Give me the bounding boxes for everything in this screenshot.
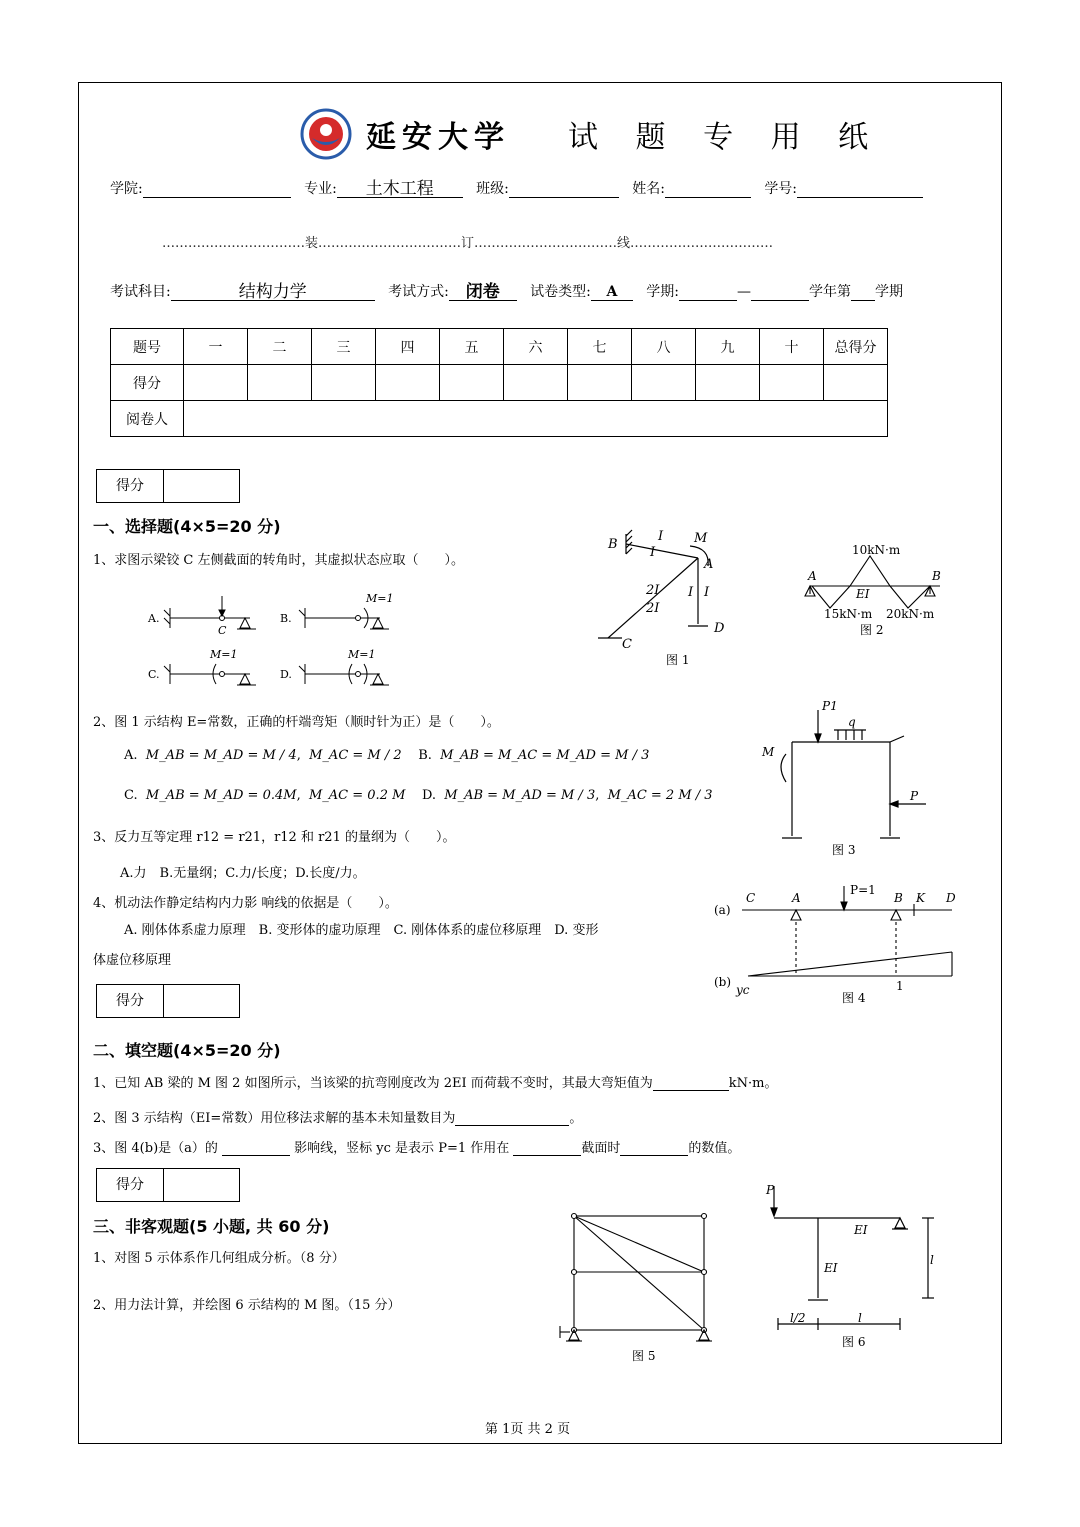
paper-title: 试 题 专 用 纸	[568, 120, 883, 155]
fig1-label-2i: 2I	[646, 583, 660, 598]
fig1-caption: 图 1	[666, 653, 690, 667]
table-cell: 五	[440, 329, 504, 365]
q2-option-a-label: A.	[124, 748, 138, 763]
s2-q3-text-b: 影响线，竖标 yc 是表示 P=1 作用在	[294, 1141, 510, 1156]
name-label: 姓名:	[632, 181, 665, 197]
q1-m1-label: M=1	[348, 648, 376, 661]
score-cell[interactable]	[184, 365, 248, 401]
fig4-label-yc: yc	[736, 983, 750, 997]
class-label: 班级:	[476, 181, 509, 197]
q2-option-d-expr1: M_AB = M_AD = M / 3	[444, 788, 596, 803]
section3-title: 三、非客观题(5 小题, 共 60 分)	[93, 1217, 330, 1236]
score-row-label: 得分	[111, 365, 184, 401]
s3-question-2: 2、用力法计算，并绘图 6 示结构的 M 图。（15 分）	[93, 1298, 401, 1313]
score-cell[interactable]	[440, 365, 504, 401]
figure-3	[756, 696, 932, 860]
s2-q3-text-d: 的数值。	[688, 1141, 741, 1156]
q3-options: A.力 B.无量纲；C.力/长度；D.长度/力。	[120, 866, 366, 881]
major-label: 专业:	[304, 181, 337, 197]
fig2-label-b: B	[932, 569, 941, 583]
score-table	[110, 328, 888, 437]
fig1-label-i: I	[704, 585, 710, 600]
q4-options-line2: 体虚位移原理	[93, 953, 172, 968]
paper-type-label: 试卷类型:	[530, 284, 591, 300]
fig1-label-b: B	[608, 537, 618, 552]
q1-m1-label: M=1	[366, 592, 394, 605]
fig6-label-half: l/2	[790, 1311, 806, 1325]
fig4-caption: 图 4	[842, 991, 866, 1005]
fig4-label-p1: P=1	[850, 883, 876, 897]
s2-q2-text: 2、图 3 示结构（EI=常数）用位移法求解的基本未知量数目为	[93, 1111, 456, 1126]
paper-type-field[interactable]: A	[591, 284, 633, 301]
term-label: 学期:	[646, 284, 679, 300]
table-cell: 二	[248, 329, 312, 365]
s1-question-2: 2、图 1 示结构 E=常数，正确的杆端弯矩（顺时针为正）是（ ）。	[93, 715, 500, 730]
fig6-label-ei-column: EI	[824, 1261, 838, 1275]
fig3-label-p: P	[910, 789, 919, 803]
q1-option-c-label: C.	[148, 668, 160, 681]
score-box-label: 得分	[97, 470, 164, 502]
fig4-label-a: A	[792, 891, 801, 905]
score-cell[interactable]	[824, 365, 888, 401]
score-cell[interactable]	[632, 365, 696, 401]
fig1-label-i: I	[658, 529, 664, 544]
page-footer: 第 1页 共 2 页	[485, 1422, 571, 1437]
grader-cell[interactable]	[184, 401, 888, 437]
exam-info-line	[110, 281, 903, 301]
fig6-label-height: l	[930, 1253, 934, 1267]
year-start-field[interactable]	[679, 284, 737, 301]
table-cell: 四	[376, 329, 440, 365]
s2-q3-text-a: 3、图 4(b)是（a）的	[93, 1141, 218, 1156]
q1-option-d-label: D.	[280, 668, 292, 681]
q2-option-a-expr1: M_AB = M_AD = M / 4	[145, 748, 297, 763]
term-suffix: 学期	[874, 284, 903, 300]
figure-6	[762, 1180, 942, 1350]
score-table-header-row	[111, 329, 888, 365]
section1-score-box[interactable]	[96, 469, 240, 503]
fig4-label-one: 1	[896, 979, 904, 993]
q2-option-c-label: C.	[124, 788, 138, 803]
table-cell: 七	[568, 329, 632, 365]
score-cell[interactable]	[312, 365, 376, 401]
term-dash: —	[736, 284, 751, 300]
student-id-label: 学号:	[764, 181, 798, 197]
figure-4	[712, 878, 962, 1008]
exam-subject-label: 考试科目:	[110, 284, 171, 300]
table-cell: 十	[760, 329, 824, 365]
s2-question-1	[93, 1072, 777, 1091]
student-id-field[interactable]	[797, 181, 923, 198]
fig2-label-20: 20kN·m	[886, 607, 935, 621]
s2-q1-blank[interactable]	[653, 1074, 729, 1091]
fig1-label-a: A	[704, 557, 714, 572]
q2-option-c-expr1: M_AB = M_AD = 0.4M	[145, 788, 297, 803]
fig4-label-k: K	[916, 891, 925, 905]
fig3-label-p1: P1	[822, 699, 838, 713]
q1-c-label: C	[218, 624, 227, 637]
score-cell[interactable]	[248, 365, 312, 401]
score-box-label: 得分	[97, 985, 164, 1017]
section3-score-box[interactable]	[96, 1168, 240, 1202]
fig1-label-i: I	[650, 545, 656, 560]
binding-line: ……………………………装……………………………订……………………………线……………………………	[162, 236, 773, 251]
s2-q2-end: 。	[569, 1111, 583, 1126]
q2-option-b-expr: M_AB = M_AC = M_AD = M / 3	[440, 748, 650, 763]
fig3-label-q: q	[848, 715, 856, 729]
q2-option-a-expr2: M_AC = M / 2	[309, 748, 402, 763]
fig2-label-moment: 10kN·m	[852, 543, 901, 557]
table-cell: 六	[504, 329, 568, 365]
figure-1	[590, 526, 750, 672]
score-cell[interactable]	[376, 365, 440, 401]
class-field[interactable]	[509, 181, 619, 198]
q1-m1-label: M=1	[210, 648, 238, 661]
s2-q3-blank-2[interactable]	[513, 1139, 581, 1156]
section1-title: 一、选择题(4×5=20 分)	[93, 517, 281, 536]
year-label: 学年第	[808, 284, 851, 300]
table-cell: 三	[312, 329, 376, 365]
score-cell[interactable]	[568, 365, 632, 401]
fig2-caption: 图 2	[860, 623, 884, 637]
fig4-label-b: B	[894, 891, 903, 905]
grader-row	[111, 401, 888, 437]
q1-options-figure	[140, 588, 410, 700]
info-line	[110, 178, 923, 198]
exam-mode-label: 考试方式:	[388, 284, 449, 300]
s2-question-2	[93, 1107, 582, 1126]
s2-q1-text: 1、已知 AB 梁的 M 图 2 如图所示，当该梁的抗弯刚度改为 2EI 而荷载不变时，其最大弯矩值为	[93, 1076, 653, 1091]
fig4-label-b-part: (b)	[714, 975, 732, 989]
fig6-label-ei-beam: EI	[854, 1223, 868, 1237]
section2-score-box[interactable]	[96, 984, 240, 1018]
fig1-label-i: I	[688, 585, 694, 600]
fig4-label-d: D	[946, 891, 956, 905]
figure-5	[552, 1206, 722, 1368]
s2-q3-text-c: 截面时	[581, 1141, 621, 1156]
fig3-label-m: M	[762, 745, 775, 759]
q2-option-b-label: B.	[418, 748, 432, 763]
q4-options-line1: A. 刚体体系虚力原理 B. 变形体的虚功原理 C. 刚体体系的虚位移原理 D. 变形	[124, 923, 599, 938]
fig3-caption: 图 3	[832, 843, 856, 857]
table-cell: 题号	[111, 329, 184, 365]
s1-question-4: 4、机动法作静定结构内力影 响线的依据是（ ）。	[93, 896, 398, 911]
fig6-label-p: P	[766, 1183, 775, 1197]
university-name: 延安大学	[366, 120, 510, 155]
q2-option-d-expr2: M_AC = 2 M / 3	[607, 788, 713, 803]
s1-question-3: 3、反力互等定理 r12 = r21，r12 和 r21 的量纲为（ ）。	[93, 830, 456, 845]
fig1-label-d: D	[714, 621, 725, 636]
score-cell[interactable]	[696, 365, 760, 401]
s2-q3-blank-1[interactable]	[222, 1139, 290, 1156]
term-number-field[interactable]	[851, 284, 875, 301]
score-cell[interactable]	[760, 365, 824, 401]
q2-option-c-expr2: M_AC = 0.2 M	[308, 788, 406, 803]
exam-subject-field[interactable]: 结构力学	[171, 284, 375, 301]
figure-2	[790, 542, 950, 642]
year-end-field[interactable]	[751, 284, 809, 301]
score-box-label: 得分	[97, 1169, 164, 1201]
fig4-label-a-part: (a)	[714, 903, 731, 917]
s2-q3-blank-3[interactable]	[620, 1139, 688, 1156]
major-field[interactable]: 土木工程	[337, 181, 463, 198]
table-cell: 总得分	[824, 329, 888, 365]
s2-q2-blank[interactable]	[455, 1109, 569, 1126]
table-cell: 八	[632, 329, 696, 365]
s2-q1-unit: kN·m。	[728, 1076, 778, 1091]
grader-row-label: 阅卷人	[111, 401, 184, 437]
score-row	[111, 365, 888, 401]
fig2-label-15: 15kN·m	[824, 607, 873, 621]
table-cell: 九	[696, 329, 760, 365]
fig6-label-span: l	[858, 1311, 862, 1325]
score-cell[interactable]	[504, 365, 568, 401]
q2-option-c: C. M_AB = M_AD = 0.4M, M_AC = 0.2 M D. M_AB = M_AD = M / 3, M_AC = 2 M / 3	[124, 788, 713, 803]
fig1-label-m: M	[694, 531, 708, 546]
q2-option-d-label: D.	[421, 788, 437, 803]
table-cell: 一	[184, 329, 248, 365]
name-field[interactable]	[665, 181, 751, 198]
section2-title: 二、填空题(4×5=20 分)	[93, 1041, 281, 1060]
q1-option-a-label: A.	[148, 612, 160, 625]
fig6-caption: 图 6	[842, 1335, 866, 1349]
college-label: 学院:	[110, 181, 143, 197]
s2-question-3	[93, 1137, 740, 1156]
university-logo	[300, 108, 352, 160]
fig1-label-c: C	[622, 637, 632, 652]
fig2-label-a: A	[808, 569, 817, 583]
q2-option-a: A. M_AB = M_AD = M / 4, M_AC = M / 2 B. M_AB = M_AC = M_AD = M / 3	[124, 748, 650, 763]
s3-question-1: 1、对图 5 示体系作几何组成分析。（8 分）	[93, 1251, 345, 1266]
college-field[interactable]	[143, 181, 291, 198]
s1-question-1: 1、求图示梁铰 C 左侧截面的转角时，其虚拟状态应取（ ）。	[93, 553, 464, 568]
fig5-caption: 图 5	[632, 1349, 656, 1363]
fig4-label-c: C	[746, 891, 756, 905]
exam-mode-field[interactable]: 闭卷	[449, 284, 517, 301]
fig1-label-2i: 2I	[646, 601, 660, 616]
q1-option-b-label: B.	[280, 612, 292, 625]
fig2-label-ei: EI	[856, 587, 870, 601]
